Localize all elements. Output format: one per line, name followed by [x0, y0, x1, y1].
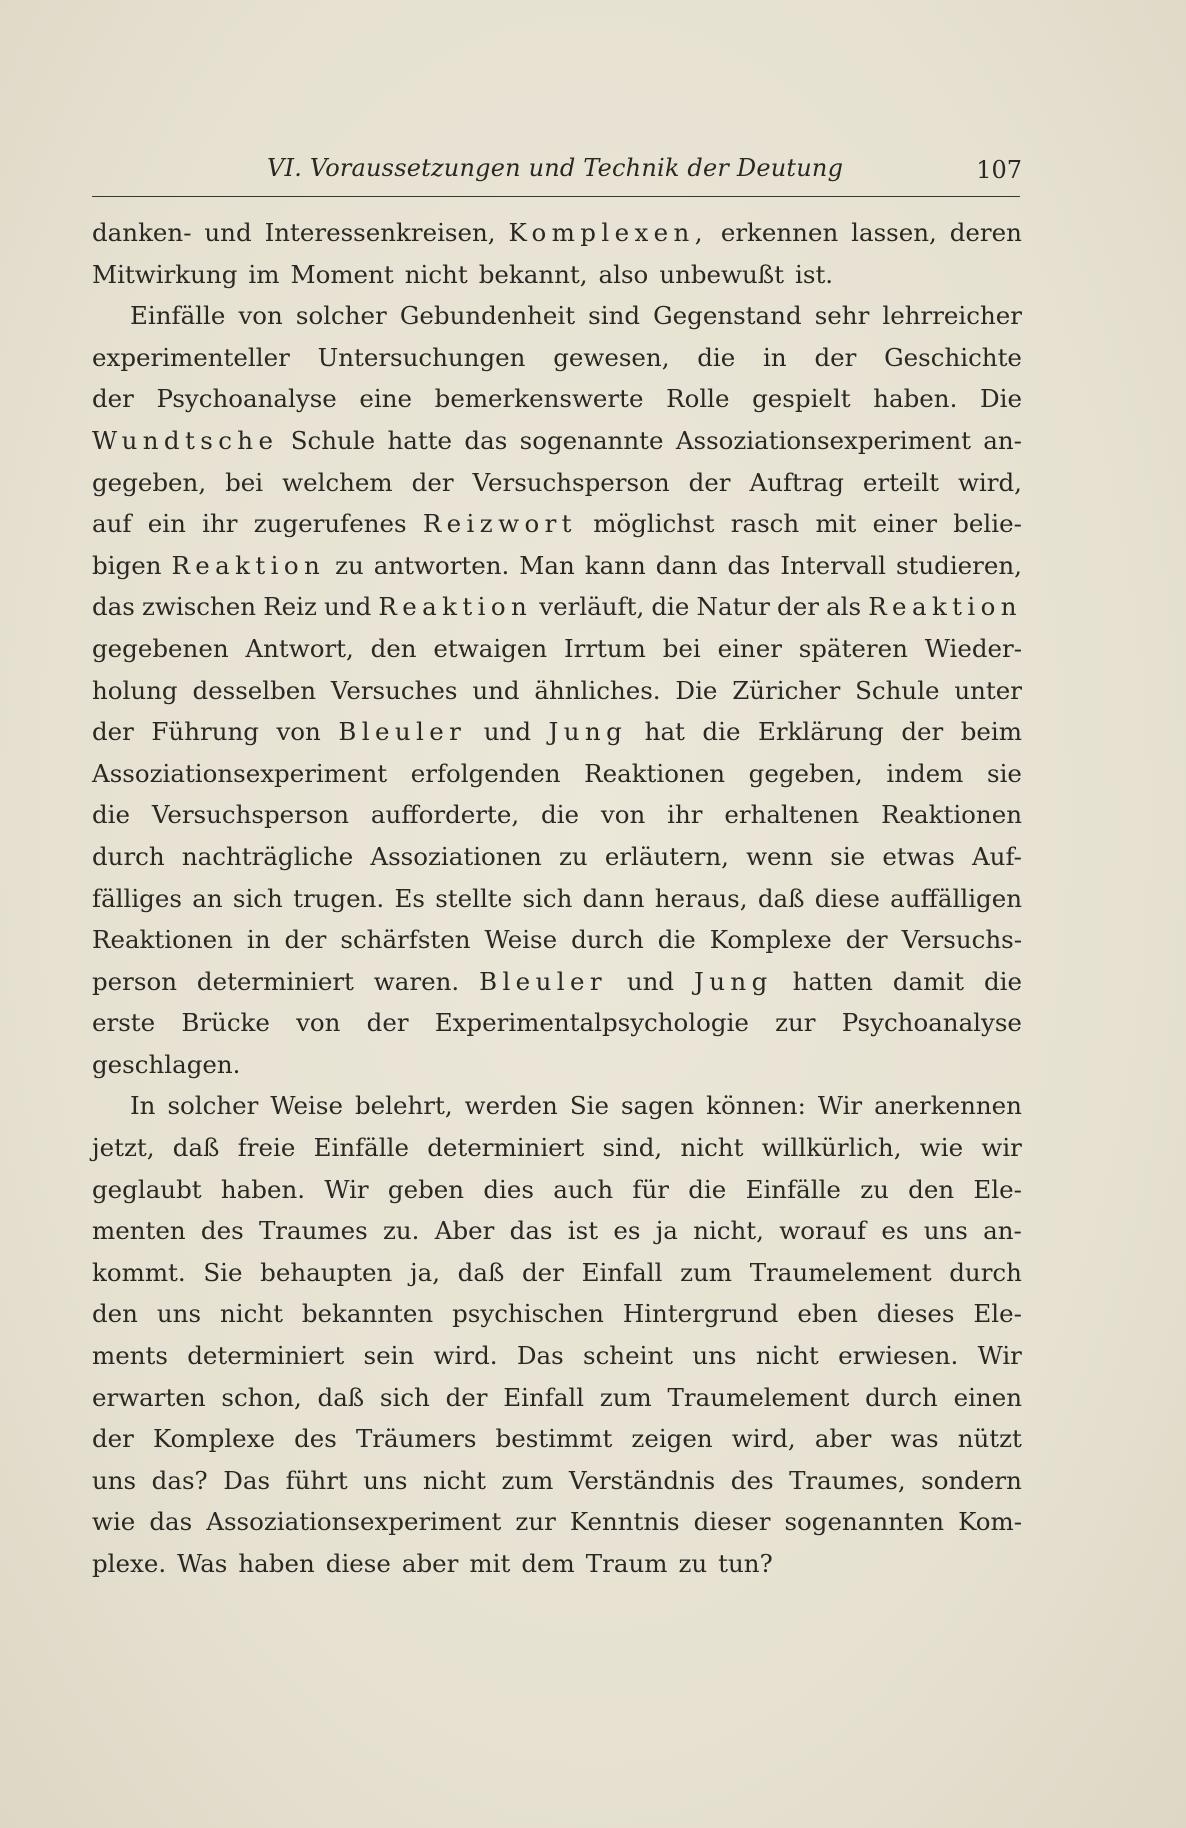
- text-line: den uns nicht bekannten psychischen Hintergrund eben dieses Ele-: [92, 1299, 1022, 1329]
- text-line: der Psychoanalyse eine bemerkenswerte Rolle gespielt haben. Die: [92, 384, 1022, 414]
- text-line: erste Brücke von der Experimentalpsychologie zur Psychoanalyse: [92, 1008, 1022, 1038]
- text-line: erwarten schon, daß sich der Einfall zum Traumelement durch einen: [92, 1382, 1022, 1412]
- text-line: kommt. Sie behaupten ja, daß der Einfall zum Traumelement durch: [92, 1257, 1022, 1287]
- text-line: holung desselben Versuches und ähnliches. Die Züricher Schule unter: [92, 675, 1022, 705]
- running-head: [92, 150, 1022, 190]
- text-line: der Komplexe des Träumers bestimmt zeigen wird, aber was nützt: [92, 1424, 1022, 1454]
- text-line: uns das? Das führt uns nicht zum Verständnis des Traumes, sondern: [92, 1465, 1022, 1495]
- text-line: geglaubt haben. Wir geben dies auch für die Einfälle zu den Ele-: [92, 1174, 1022, 1204]
- text-line: experimenteller Untersuchungen gewesen, die in der Geschichte: [92, 342, 1022, 372]
- text-line: Einfälle von solcher Gebundenheit sind Gegenstand sehr lehrreicher: [130, 301, 1022, 331]
- running-title: VI. Voraussetzungen und Technik der Deutung: [267, 154, 844, 182]
- text-line: In solcher Weise belehrt, werden Sie sagen können: Wir anerkennen: [130, 1091, 1022, 1121]
- text-line: danken- und Interessenkreisen, Komplexen, erkennen lassen, deren: [92, 218, 1022, 247]
- text-line: person determiniert waren. Bleuler und Jung hatten damit die: [92, 966, 1022, 996]
- text-line: bigen Reaktion zu antworten. Man kann dann das Intervall studieren,: [92, 550, 1022, 580]
- text-line: das zwischen Reiz und Reaktion verläuft, die Natur der als Reaktion: [92, 592, 1022, 622]
- text-line: die Versuchsperson aufforderte, die von ihr erhaltenen Reaktionen: [92, 800, 1022, 830]
- text-line: durch nachträgliche Assoziationen zu erläutern, wenn sie etwas Auf-: [92, 841, 1022, 871]
- text-line: Wundtsche Schule hatte das sogenannte Assoziationsexperiment an-: [92, 425, 1022, 455]
- text-line: der Führung von Bleuler und Jung hat die Erklärung der beim: [92, 717, 1022, 747]
- text-line: jetzt, daß freie Einfälle determiniert sind, nicht willkürlich, wie wir: [92, 1133, 1022, 1163]
- body-text: [92, 212, 1022, 1585]
- text-line: gegebenen Antwort, den etwaigen Irrtum bei einer späteren Wieder-: [92, 633, 1022, 663]
- text-line: gegeben, bei welchem der Versuchsperson der Auftrag erteilt wird,: [92, 467, 1022, 497]
- text-line: Reaktionen in der schärfsten Weise durch die Komplexe der Versuchs-: [92, 925, 1022, 955]
- text-line: auf ein ihr zugerufenes Reizwort möglichst rasch mit einer belie-: [92, 509, 1022, 539]
- text-line: plexe. Was haben diese aber mit dem Traum zu tun?: [92, 1549, 773, 1578]
- text-line: ments determiniert sein wird. Das scheint uns nicht erwiesen. Wir: [92, 1341, 1022, 1371]
- text-line: Assoziationsexperiment erfolgenden Reaktionen gegeben, indem sie: [92, 758, 1022, 788]
- text-line: Mitwirkung im Moment nicht bekannt, also unbewußt ist.: [92, 259, 834, 289]
- text-line: geschlagen.: [92, 1049, 241, 1079]
- text-line: menten des Traumes zu. Aber das ist es ja nicht, worauf es uns an-: [92, 1216, 1022, 1246]
- page-number: 107: [976, 156, 1022, 184]
- text-line: fälliges an sich trugen. Es stellte sich dann heraus, daß diese auffälligen: [92, 883, 1022, 913]
- text-line: wie das Assoziationsexperiment zur Kenntnis dieser sogenannten Kom-: [92, 1507, 1022, 1537]
- header-rule: [92, 196, 1020, 197]
